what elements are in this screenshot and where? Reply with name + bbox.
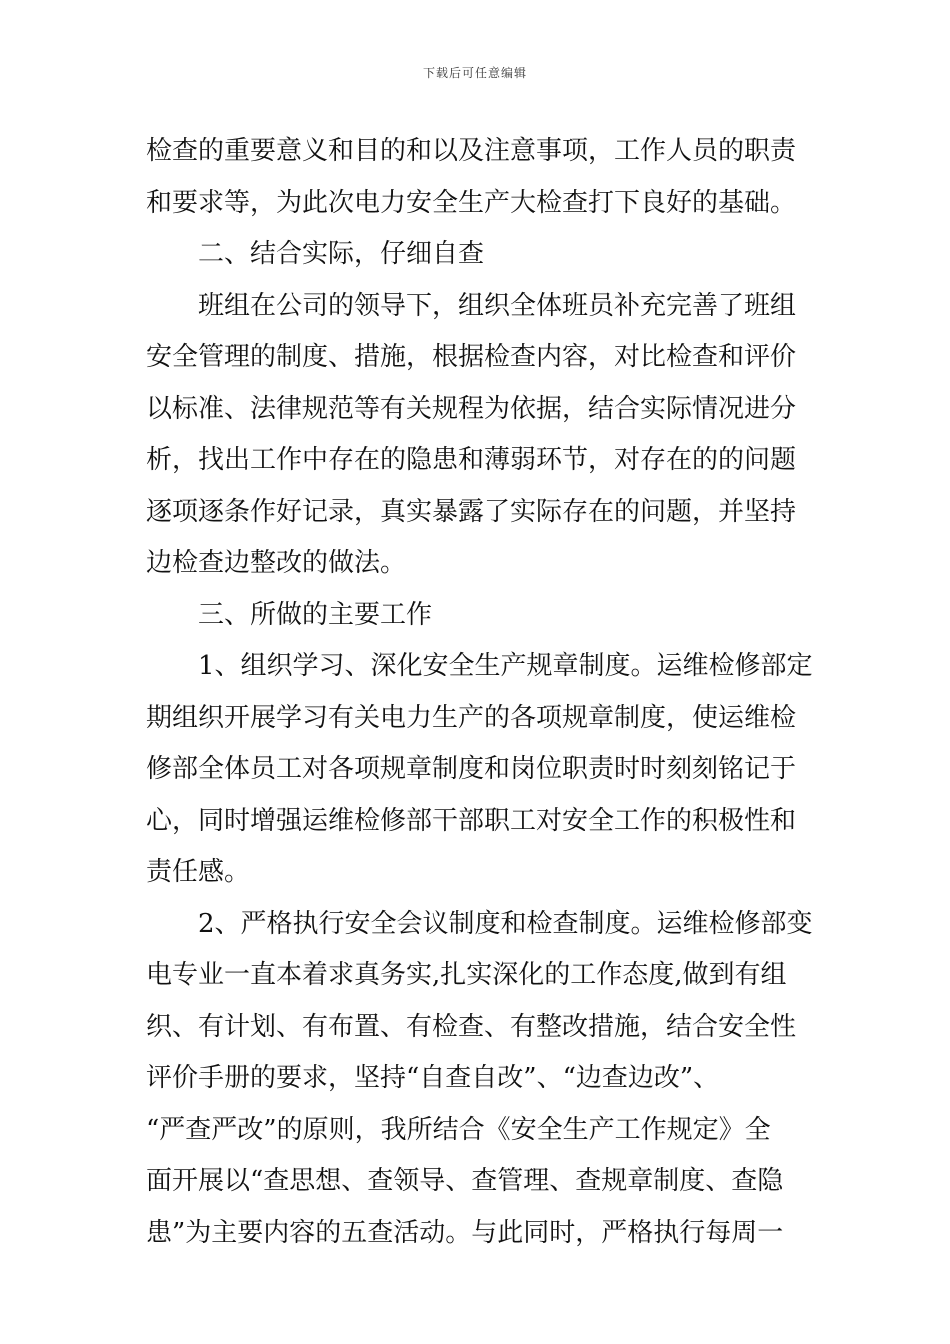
text-line: 以标准、法律规范等有关规程为依据，结合实际情况进分 — [146, 393, 797, 424]
section-heading: 三、所做的主要工作 — [198, 599, 433, 630]
text-line: 2、严格执行安全会议制度和检查制度。运维检修部变 — [198, 908, 813, 939]
text-line: 评价手册的要求，坚持“自查自改”、“边查边改”、 — [146, 1063, 720, 1093]
text-line: 面开展以“查思想、查领导、查管理、查规章制度、查隐 — [146, 1166, 784, 1196]
text-line: 1、组织学习、深化安全生产规章制度。运维检修部定 — [198, 651, 813, 681]
text-line: 边检查边整改的做法。 — [146, 548, 407, 578]
text-line: 检查的重要意义和目的和以及注意事项，工作人员的职责 — [146, 136, 797, 166]
text-line: 责任感。 — [146, 857, 251, 887]
document-body — [146, 126, 816, 1259]
section-heading: 二、结合实际，仔细自查 — [198, 239, 485, 269]
text-line: 和要求等，为此次电力安全生产大检查打下良好的基础。 — [146, 187, 797, 218]
text-line: 期组织开展学习有关电力生产的各项规章制度，使运维检 — [146, 702, 797, 733]
text-line: “严查严改”的原则，我所结合《安全生产工作规定》全 — [146, 1114, 771, 1145]
text-line: 电专业一直本着求真务实,扎实深化的工作态度,做到有组 — [146, 960, 787, 990]
text-line: 织、有计划、有布置、有检查、有整改措施，结合安全性 — [146, 1011, 797, 1042]
text-line: 修部全体员工对各项规章制度和岗位职责时时刻刻铭记于 — [146, 754, 797, 784]
text-line: 逐项逐条作好记录，真实暴露了实际存在的问题，并坚持 — [146, 496, 797, 527]
page-header-note: 下载后可任意编辑 — [422, 66, 527, 80]
text-line: 析，找出工作中存在的隐患和薄弱环节，对存在的的问题 — [146, 445, 797, 475]
text-line: 心，同时增强运维检修部干部职工对安全工作的积极性和 — [146, 805, 797, 836]
text-line: 患”为主要内容的五查活动。与此同时，严格执行每周一 — [146, 1217, 784, 1248]
text-line: 安全管理的制度、措施，根据检查内容，对比检查和评价 — [146, 342, 797, 372]
text-line: 班组在公司的领导下，组织全体班员补充完善了班组 — [198, 290, 797, 321]
